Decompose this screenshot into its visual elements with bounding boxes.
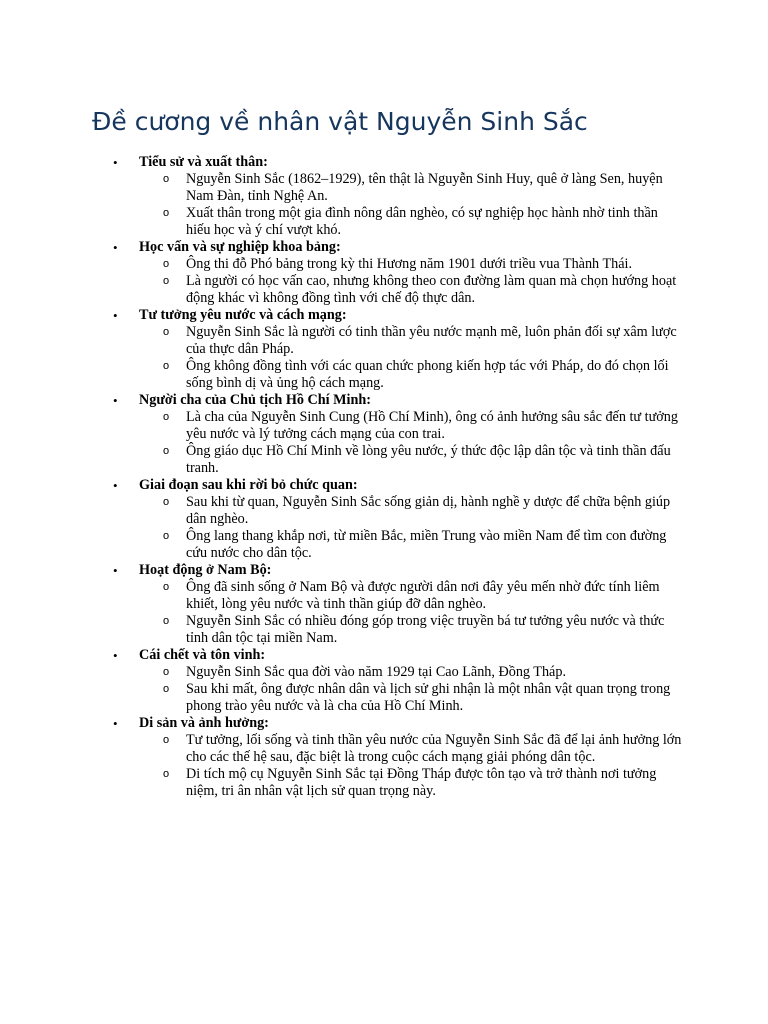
- hollow-bullet-icon: o: [163, 666, 170, 678]
- bullet-icon: •: [113, 155, 118, 170]
- section-heading: Hoạt động ở Nam Bộ:: [139, 562, 272, 578]
- list-item: [139, 324, 682, 358]
- list-item-text: Ông đã sinh sống ở Nam Bộ và được người dân nơi đây yêu mến nhờ đức tính liêm khiết, lòng yêu nước và tinh thần giúp đỡ dân nghèo.: [186, 579, 660, 612]
- section-heading: Cái chết và tôn vinh:: [139, 647, 266, 663]
- outline-section-2: [112, 239, 682, 307]
- list-item: [139, 681, 682, 715]
- hollow-bullet-icon: o: [163, 411, 170, 423]
- list-item: [139, 171, 682, 205]
- section-heading: Tiểu sử và xuất thân:: [139, 154, 268, 170]
- hollow-bullet-icon: o: [163, 615, 170, 627]
- list-item: [139, 358, 682, 392]
- list-item-text: Tư tưởng, lối sống và tinh thần yêu nước của Nguyễn Sinh Sắc đã để lại ảnh hưởng lớn cho các thế hệ sau, đặc biệt là trong cuộc cách mạng giải phóng dân tộc.: [186, 732, 682, 765]
- hollow-bullet-icon: o: [163, 530, 170, 542]
- list-item: [139, 256, 682, 273]
- section-heading: Tư tưởng yêu nước và cách mạng:: [139, 307, 347, 323]
- hollow-bullet-icon: o: [163, 445, 170, 457]
- outline-section-1: [112, 154, 682, 239]
- section-heading: Học vấn và sự nghiệp khoa bảng:: [139, 239, 341, 255]
- hollow-bullet-icon: o: [163, 326, 170, 338]
- hollow-bullet-icon: o: [163, 683, 170, 695]
- sub-list: [139, 494, 682, 562]
- list-item-text: Sau khi từ quan, Nguyễn Sinh Sắc sống giản dị, hành nghề y dược để chữa bệnh giúp dân nghèo.: [186, 494, 671, 527]
- list-item-text: Là người có học vấn cao, nhưng không theo con đường làm quan mà chọn hướng hoạt động khác vì không đồng tình với chế độ thực dân.: [186, 273, 677, 306]
- list-item-text: Sau khi mất, ông được nhân dân và lịch sử ghi nhận là một nhân vật quan trọng trong phong trào yêu nước và là cha của Hồ Chí Minh.: [186, 681, 671, 714]
- list-item-text: Nguyễn Sinh Sắc qua đời vào năm 1929 tại Cao Lãnh, Đồng Tháp.: [186, 664, 566, 680]
- list-item-text: Ông lang thang khắp nơi, từ miền Bắc, miền Trung vào miền Nam để tìm con đường cứu nước cho dân tộc.: [186, 528, 667, 561]
- sub-list: [139, 409, 682, 477]
- list-item: [139, 494, 682, 528]
- list-item-text: Ông không đồng tình với các quan chức phong kiến hợp tác với Pháp, do đó chọn lối sống bình dị và ủng hộ cách mạng.: [186, 358, 669, 391]
- list-item: [139, 732, 682, 766]
- list-item-text: Xuất thân trong một gia đình nông dân nghèo, có sự nghiệp học hành nhờ tinh thần hiếu học và ý chí vượt khó.: [186, 205, 658, 238]
- list-item-text: Ông giáo dục Hồ Chí Minh về lòng yêu nước, ý thức độc lập dân tộc và tinh thần đấu tranh.: [186, 443, 671, 476]
- hollow-bullet-icon: o: [163, 768, 170, 780]
- list-item: [139, 528, 682, 562]
- outline-section-7: [112, 647, 682, 715]
- bullet-icon: •: [113, 308, 118, 323]
- sub-list: [139, 324, 682, 392]
- list-item-text: Là cha của Nguyễn Sinh Cung (Hồ Chí Minh), ông có ảnh hưởng sâu sắc đến tư tưởng yêu nước và lý tưởng cách mạng của con trai.: [186, 409, 678, 442]
- list-item-text: Nguyễn Sinh Sắc (1862–1929), tên thật là Nguyễn Sinh Huy, quê ở làng Sen, huyện Nam Đàn, tỉnh Nghệ An.: [186, 171, 663, 204]
- sub-list: [139, 664, 682, 715]
- list-item-text: Di tích mộ cụ Nguyễn Sinh Sắc tại Đồng Tháp được tôn tạo và trở thành nơi tưởng niệm, tri ân nhân vật lịch sử quan trọng này.: [186, 766, 657, 799]
- list-item: [139, 273, 682, 307]
- list-item: [139, 409, 682, 443]
- outline-section-5: [112, 477, 682, 562]
- sub-list: [139, 732, 682, 800]
- hollow-bullet-icon: o: [163, 173, 170, 185]
- list-item-text: Ông thi đỗ Phó bảng trong kỳ thi Hương năm 1901 dưới triều vua Thành Thái.: [186, 256, 632, 272]
- outline-list: [112, 154, 682, 800]
- hollow-bullet-icon: o: [163, 275, 170, 287]
- hollow-bullet-icon: o: [163, 581, 170, 593]
- hollow-bullet-icon: o: [163, 360, 170, 372]
- section-heading: Người cha của Chủ tịch Hồ Chí Minh:: [139, 392, 371, 408]
- outline-section-6: [112, 562, 682, 647]
- list-item: [139, 579, 682, 613]
- list-item: [139, 664, 682, 681]
- sub-list: [139, 579, 682, 647]
- sub-list: [139, 256, 682, 307]
- list-item: [139, 613, 682, 647]
- sub-list: [139, 171, 682, 239]
- document-title: Đề cương về nhân vật Nguyễn Sinh Sắc: [92, 107, 588, 136]
- hollow-bullet-icon: o: [163, 734, 170, 746]
- outline-section-3: [112, 307, 682, 392]
- bullet-icon: •: [113, 240, 118, 255]
- outline-section-8: [112, 715, 682, 800]
- list-item-text: Nguyễn Sinh Sắc có nhiều đóng góp trong việc truyền bá tư tưởng yêu nước và thức tỉnh dân tộc tại miền Nam.: [186, 613, 665, 646]
- hollow-bullet-icon: o: [163, 258, 170, 270]
- section-heading: Giai đoạn sau khi rời bỏ chức quan:: [139, 477, 358, 493]
- hollow-bullet-icon: o: [163, 207, 170, 219]
- bullet-icon: •: [113, 393, 118, 408]
- outline-section-4: [112, 392, 682, 477]
- bullet-icon: •: [113, 716, 118, 731]
- bullet-icon: •: [113, 648, 118, 663]
- bullet-icon: •: [113, 478, 118, 493]
- list-item-text: Nguyễn Sinh Sắc là người có tinh thần yêu nước mạnh mẽ, luôn phản đối sự xâm lược của thực dân Pháp.: [186, 324, 677, 357]
- hollow-bullet-icon: o: [163, 496, 170, 508]
- section-heading: Di sản và ảnh hưởng:: [139, 715, 269, 731]
- bullet-icon: •: [113, 563, 118, 578]
- list-item: [139, 443, 682, 477]
- list-item: [139, 205, 682, 239]
- list-item: [139, 766, 682, 800]
